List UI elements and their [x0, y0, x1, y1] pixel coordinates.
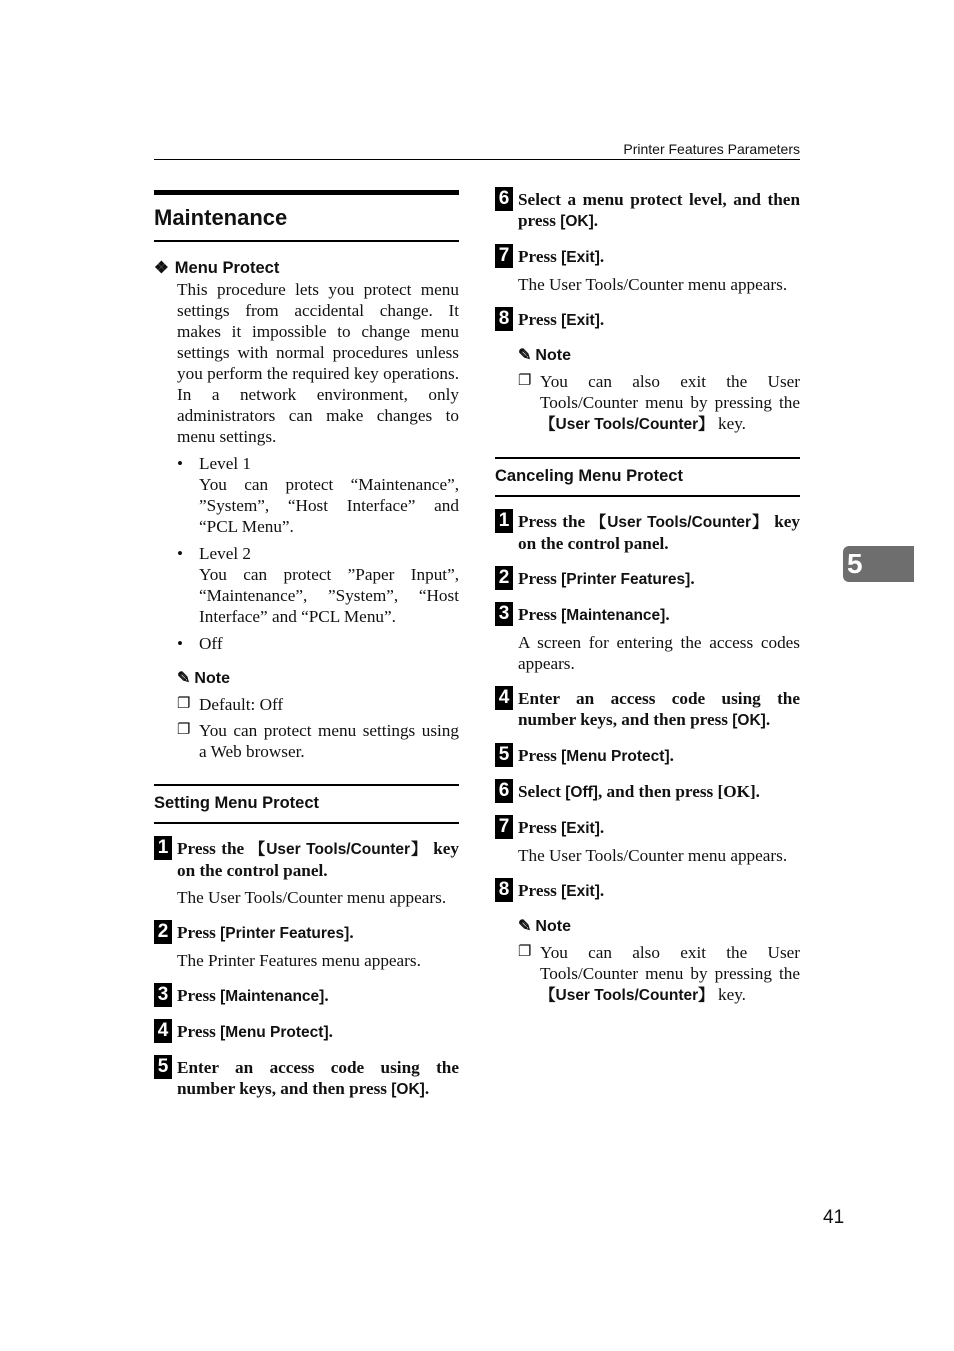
menu-protect-heading: ❖ Menu Protect	[154, 259, 280, 277]
step-number: 2	[154, 920, 172, 944]
bullet-icon: •	[177, 544, 184, 563]
checkbox-icon: ❐	[177, 722, 191, 738]
note-item: ❐ Default: Off	[177, 695, 284, 714]
step: 6 Select [Off], and then press [OK].	[495, 781, 800, 803]
note-block	[177, 668, 459, 762]
header-rule	[154, 159, 800, 160]
bullet-icon: •	[177, 454, 184, 473]
list-item: • Level 2 You can protect ”Paper Input”, “Maintenance”, ”System”, “Host Interface” and “PCL Menu”.	[177, 544, 459, 626]
chapter-tab: 5	[843, 546, 914, 582]
step-number: 6	[495, 187, 513, 211]
step: 2 Press [Printer Features].	[154, 922, 459, 944]
step-description: A screen for entering the access codes appears.	[518, 633, 800, 673]
step-number: 7	[495, 244, 513, 268]
step: 2 Press [Printer Features].	[495, 568, 800, 590]
pencil-icon: ✎	[518, 347, 532, 364]
step-number: 3	[495, 602, 513, 626]
step-number: 3	[154, 983, 172, 1007]
checkbox-icon: ❐	[518, 373, 532, 389]
step-number: 4	[154, 1019, 172, 1043]
step: 4 Press [Menu Protect].	[154, 1021, 459, 1043]
diamond-bullet-icon: ❖	[154, 259, 169, 277]
left-column	[154, 190, 459, 1100]
step: 3 Press [Maintenance].	[154, 985, 459, 1007]
note-item: ❐ You can protect menu settings using a Web browser.	[177, 721, 459, 761]
pencil-icon: ✎	[177, 670, 191, 687]
page-title: Maintenance	[154, 203, 459, 242]
step-description: The User Tools/Counter menu appears.	[518, 846, 788, 865]
bullet-icon: •	[177, 634, 184, 653]
step: 1 Press the 【User Tools/Counter】 key on the control panel.	[495, 511, 800, 554]
level-list	[177, 453, 459, 654]
step: 1 Press the 【User Tools/Counter】 key on the control panel.	[154, 838, 459, 881]
note-item: ❐ You can also exit the User Tools/Counter menu by pressing the 【User Tools/Counter】 key.	[518, 943, 800, 1004]
canceling-steps	[495, 511, 800, 902]
setting-heading: Setting Menu Protect	[154, 784, 459, 824]
note-heading: ✎ Note	[518, 347, 571, 364]
step-number: 8	[495, 878, 513, 902]
note-block	[518, 345, 800, 435]
step: 4 Enter an access code using the number keys, and then press [OK].	[495, 688, 800, 731]
checkbox-icon: ❐	[177, 696, 191, 712]
running-header: Printer Features Parameters	[623, 141, 800, 157]
step-number: 6	[495, 779, 513, 803]
step-number: 1	[495, 509, 513, 533]
step-number: 5	[495, 743, 513, 767]
step: 7 Press [Exit].	[495, 817, 800, 839]
step: 5 Press [Menu Protect].	[495, 745, 800, 767]
list-item: • Level 1 You can protect “Maintenance”, ”System”, “Host Interface” and “PCL Menu”.	[177, 454, 459, 536]
title-block	[154, 190, 459, 242]
step-number: 5	[154, 1055, 172, 1079]
note-item: ❐ You can also exit the User Tools/Counter menu by pressing the 【User Tools/Counter】 key.	[518, 372, 800, 433]
step: 6 Select a menu protect level, and then press [OK].	[495, 189, 800, 232]
right-column	[495, 189, 800, 1006]
step-description: The Printer Features menu appears.	[177, 951, 421, 970]
step: 8 Press [Exit].	[495, 880, 800, 902]
note-block	[518, 916, 800, 1006]
checkbox-icon: ❐	[518, 944, 532, 960]
step: 7 Press [Exit].	[495, 246, 800, 268]
step-description: The User Tools/Counter menu appears.	[518, 275, 788, 294]
step-number: 1	[154, 836, 172, 860]
step: 5 Enter an access code using the number keys, and then press [OK].	[154, 1057, 459, 1100]
step: 3 Press [Maintenance].	[495, 604, 800, 626]
pencil-icon: ✎	[518, 918, 532, 935]
menu-protect-body: This procedure lets you protect menu settings from accidental change. It makes it impossible to change menu settings with normal procedures unless you perform the required key operations. In a network environment, only administrators can make changes to menu settings.	[177, 280, 459, 446]
page-number: 41	[823, 1207, 845, 1228]
canceling-heading: Canceling Menu Protect	[495, 457, 800, 497]
step-description: The User Tools/Counter menu appears.	[177, 888, 447, 907]
step-number: 7	[495, 815, 513, 839]
setting-steps	[154, 838, 459, 1100]
note-heading: ✎ Note	[518, 918, 571, 935]
step-number: 2	[495, 566, 513, 590]
step-number: 4	[495, 686, 513, 710]
list-item: • Off	[177, 634, 223, 653]
step: 8 Press [Exit].	[495, 309, 800, 331]
note-heading: ✎ Note	[177, 670, 230, 687]
step-number: 8	[495, 307, 513, 331]
